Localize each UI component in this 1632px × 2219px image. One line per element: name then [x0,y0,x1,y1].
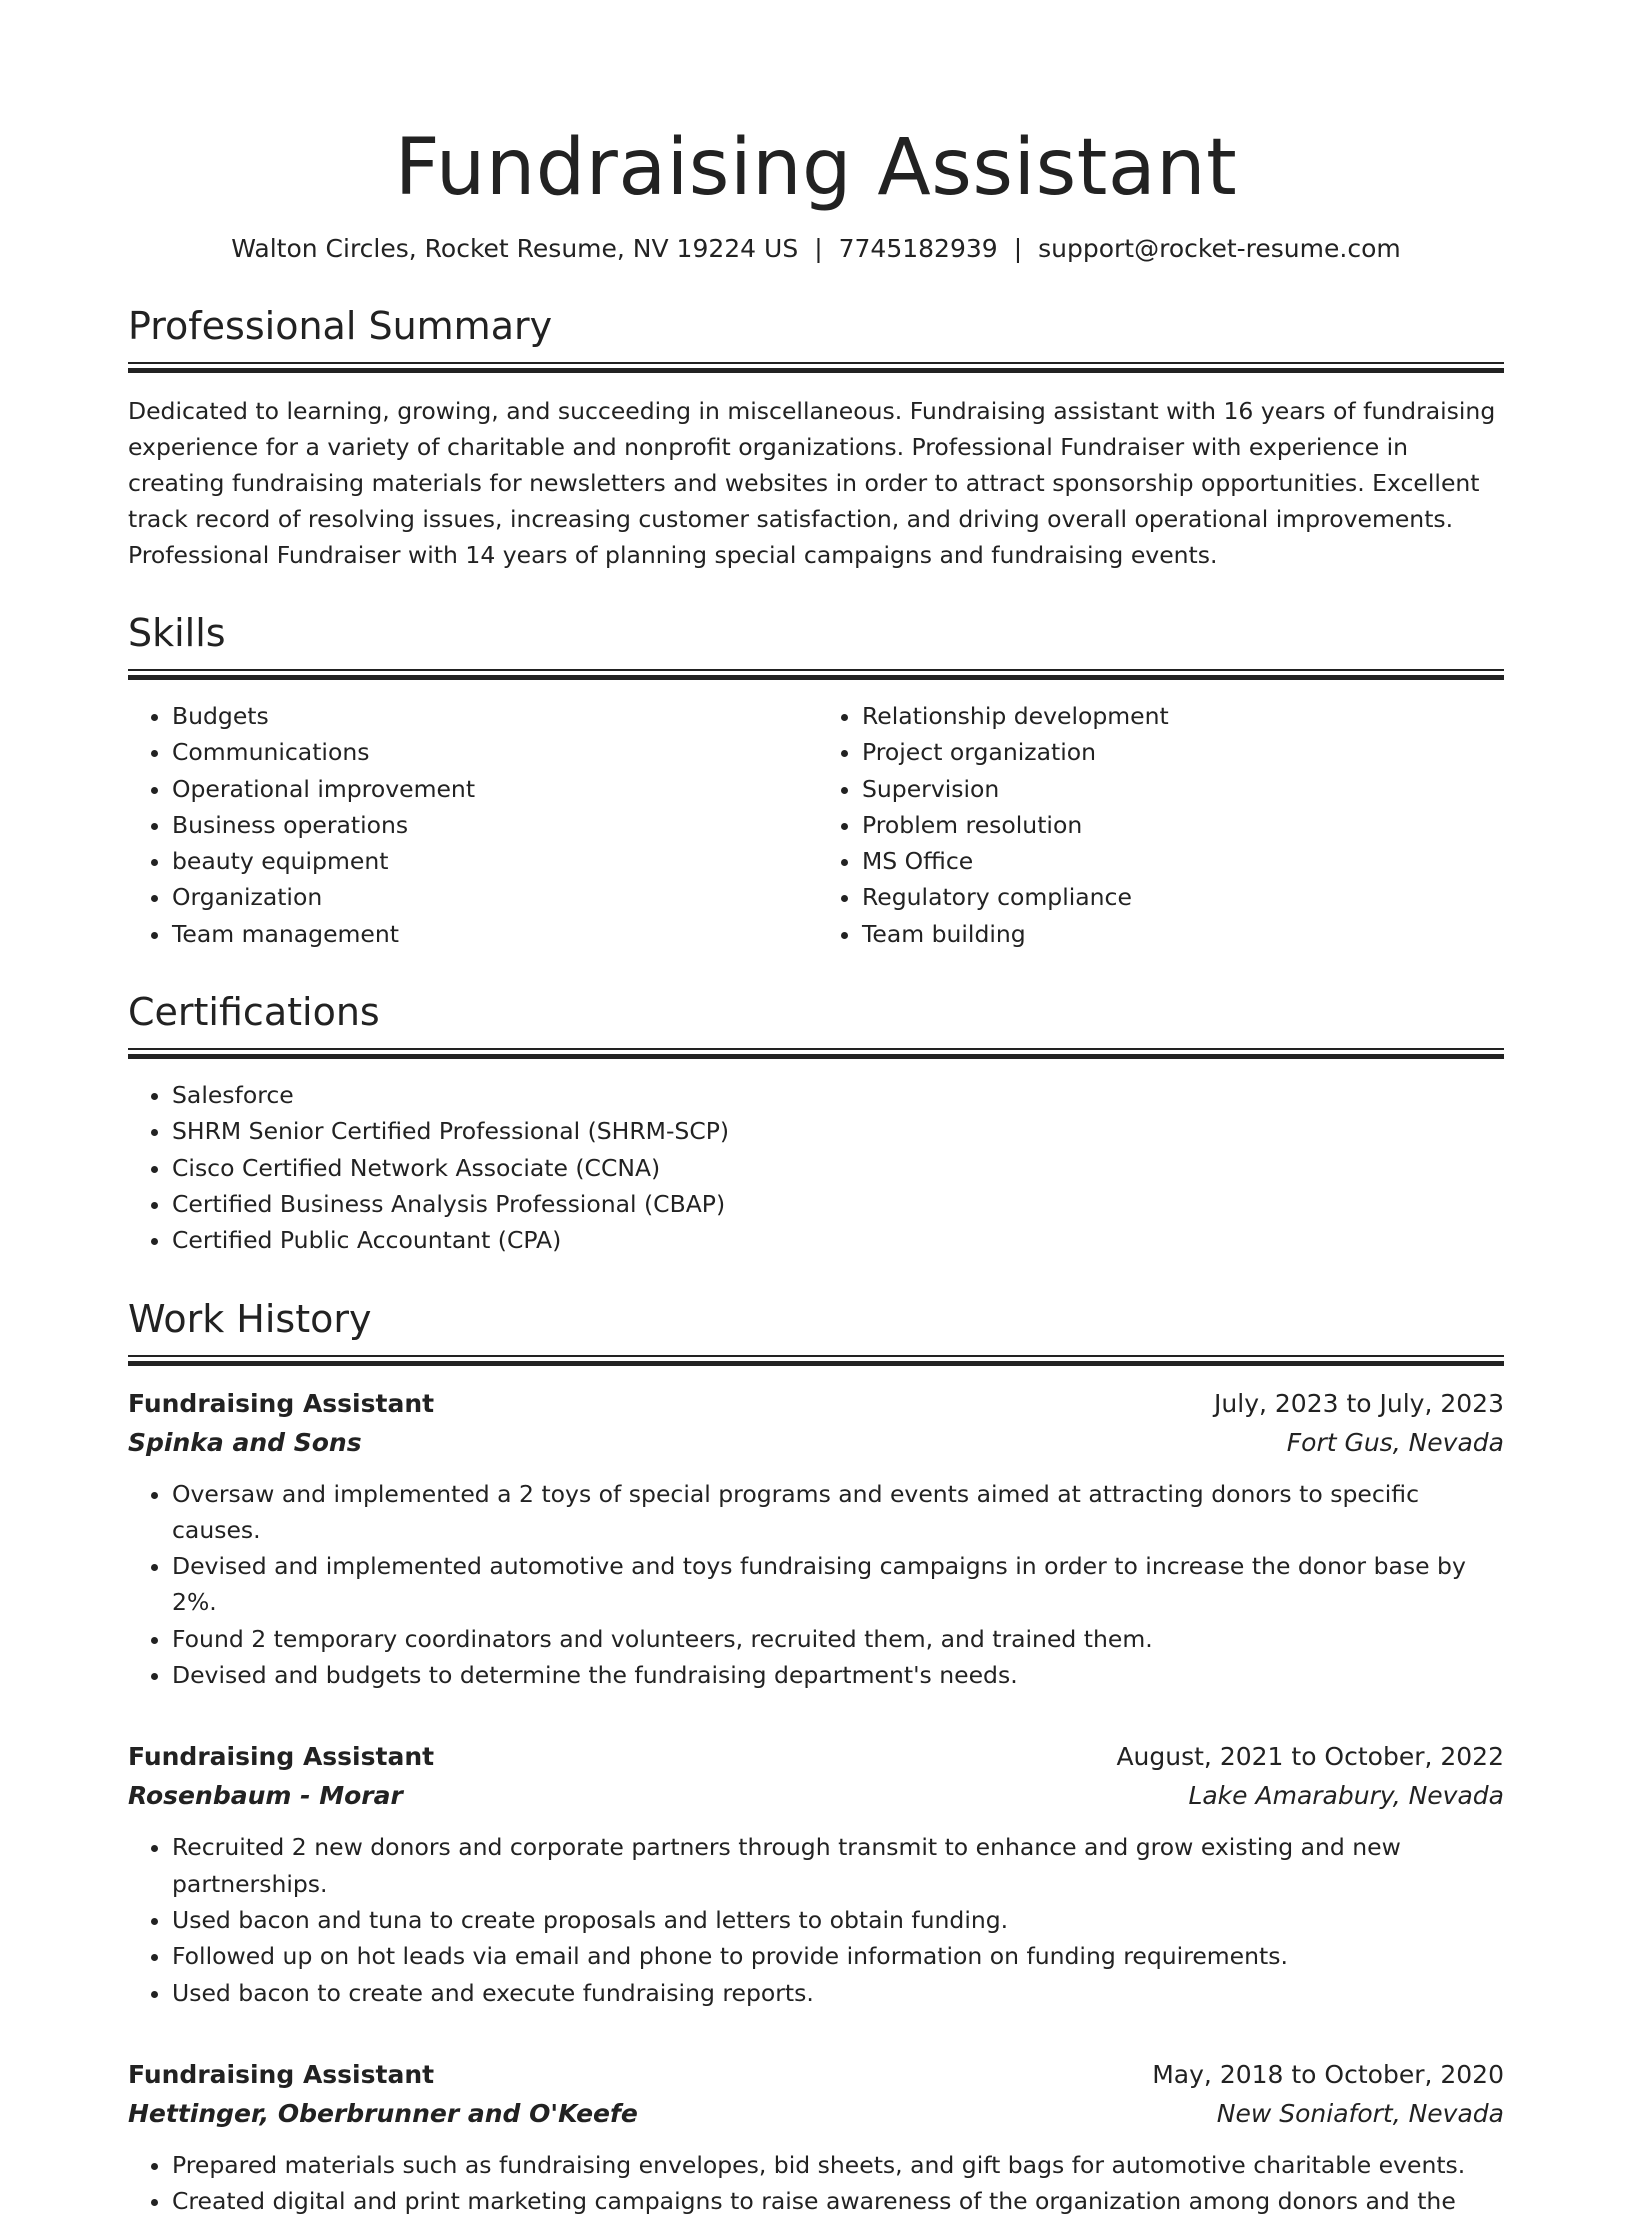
summary-text: Dedicated to learning, growing, and succeeding in miscellaneous. Fundraising assistant with 16 years of fundraising experience for a variety of charitable and nonprofit organizations. Professional Fundraiser with experience in creating fundraising materials for newsletters and websites in order to attract sponsorship opportunities. Excellent track record of resolving issues, increasing customer satisfaction, and driving overall operational improvements. Professional Fundraiser with 14 years of planning special campaigns and fundraising events. [128,397,1496,569]
certification-item: • Cisco Certified Network Associate (CCNA) [172,1150,1504,1186]
job-company: Hettinger, Oberbrunner and O'Keefe [128,2098,638,2128]
skill-item: • Problem resolution [862,807,1504,843]
certifications-list [128,1077,1504,1258]
job-entry [128,2055,1504,2219]
job-dates: July, 2023 to July, 2023 [1214,1388,1504,1418]
skill-item: • Team management [172,916,816,952]
skills-grid [128,698,1504,952]
skill-item: • Regulatory compliance [862,879,1504,915]
certifications-section [128,988,1504,1258]
section-divider [128,669,1504,680]
skill-item: • Budgets [172,698,816,734]
skill-item: • Project organization [862,734,1504,770]
contact-address: Walton Circles, Rocket Resume, NV 19224 US [231,234,799,263]
job-bullet: • Found 2 temporary coordinators and volunteers, recruited them, and trained them. [172,1621,1504,1657]
job-bullet: • Followed up on hot leads via email and phone to provide information on funding requirements. [172,1938,1504,1974]
job-bullet: • Prepared materials such as fundraising envelopes, bid sheets, and gift bags for automotive charitable events. [172,2147,1504,2183]
section-title: Professional Summary [128,304,553,348]
job-bullet: • Oversaw and implemented a 2 toys of special programs and events aimed at attracting donors to specific causes. [172,1476,1504,1549]
job-company: Spinka and Sons [128,1427,362,1457]
job-title: Fundraising Assistant [128,2059,435,2089]
certification-item: • Salesforce [172,1077,1504,1113]
job-bullet: • Recruited 2 new donors and corporate partners through transmit to enhance and grow existing and new partnerships. [172,1829,1504,1902]
job-bullets [128,1476,1504,1694]
job-bullet: • Devised and budgets to determine the fundraising department's needs. [172,1657,1504,1693]
skill-item: • Communications [172,734,816,770]
job-company: Rosenbaum - Morar [128,1781,403,1811]
job-entry [128,1737,1504,2010]
section-title: Work History [128,1296,372,1341]
section-divider [128,1355,1504,1366]
job-company-row [128,1776,1504,1815]
skills-list-right [816,698,1504,952]
skill-item: • MS Office [862,843,1504,879]
job-company-row [128,2094,1504,2133]
job-location: Lake Amarabury, Nevada [1188,1781,1504,1811]
job-location: Fort Gus, Nevada [1286,1427,1504,1457]
section-divider [128,362,1504,373]
skill-item: • Operational improvement [172,771,816,807]
certification-item: • SHRM Senior Certified Professional (SHRM-SCP) [172,1113,1504,1149]
section-divider [128,1048,1504,1059]
job-bullet: • Used bacon to create and execute fundraising reports. [172,1975,1504,2011]
resume-name: Fundraising Assistant [394,123,1238,213]
work-history-section [128,1295,1504,2219]
job-bullet: • Devised and implemented automotive and toys fundraising campaigns in order to increase the donor base by 2%. [172,1548,1504,1621]
contact-phone: 7745182939 [838,234,998,263]
job-header-row [128,1384,1504,1423]
job-bullet: • Created digital and print marketing campaigns to raise awareness of the organization among donors and the [172,2183,1504,2219]
job-title: Fundraising Assistant [128,1742,435,1772]
job-bullet: • Used bacon and tuna to create proposals and letters to obtain funding. [172,1902,1504,1938]
skill-item: • Business operations [172,807,816,843]
job-entry [128,1384,1504,1694]
job-header-row [128,2055,1504,2094]
resume-content [128,118,1504,2219]
job-bullets [128,1829,1504,2010]
job-header-row [128,1737,1504,1776]
job-location: New Soniafort, Nevada [1216,2098,1504,2128]
contact-email: support@rocket-resume.com [1038,234,1401,263]
skill-item: • Relationship development [862,698,1504,734]
skill-item: • Team building [862,916,1504,952]
contact-separator: | [814,234,823,263]
skill-item: • Supervision [862,771,1504,807]
certification-item: • Certified Business Analysis Professional (CBAP) [172,1186,1504,1222]
skills-section [128,609,1504,952]
job-title: Fundraising Assistant [128,1388,435,1418]
section-title: Certifications [128,990,380,1035]
job-dates: May, 2018 to October, 2020 [1152,2059,1504,2089]
job-company-row [128,1423,1504,1462]
skills-list-left [128,698,816,952]
skill-item: • beauty equipment [172,843,816,879]
certification-item: • Certified Public Accountant (CPA) [172,1222,1504,1258]
contact-separator: | [1013,234,1023,263]
summary-section [128,302,1504,573]
contact-line [128,232,1504,266]
skill-item: • Organization [172,879,816,915]
job-dates: August, 2021 to October, 2022 [1116,1742,1504,1772]
section-title: Skills [128,611,226,655]
job-bullets [128,2147,1504,2219]
